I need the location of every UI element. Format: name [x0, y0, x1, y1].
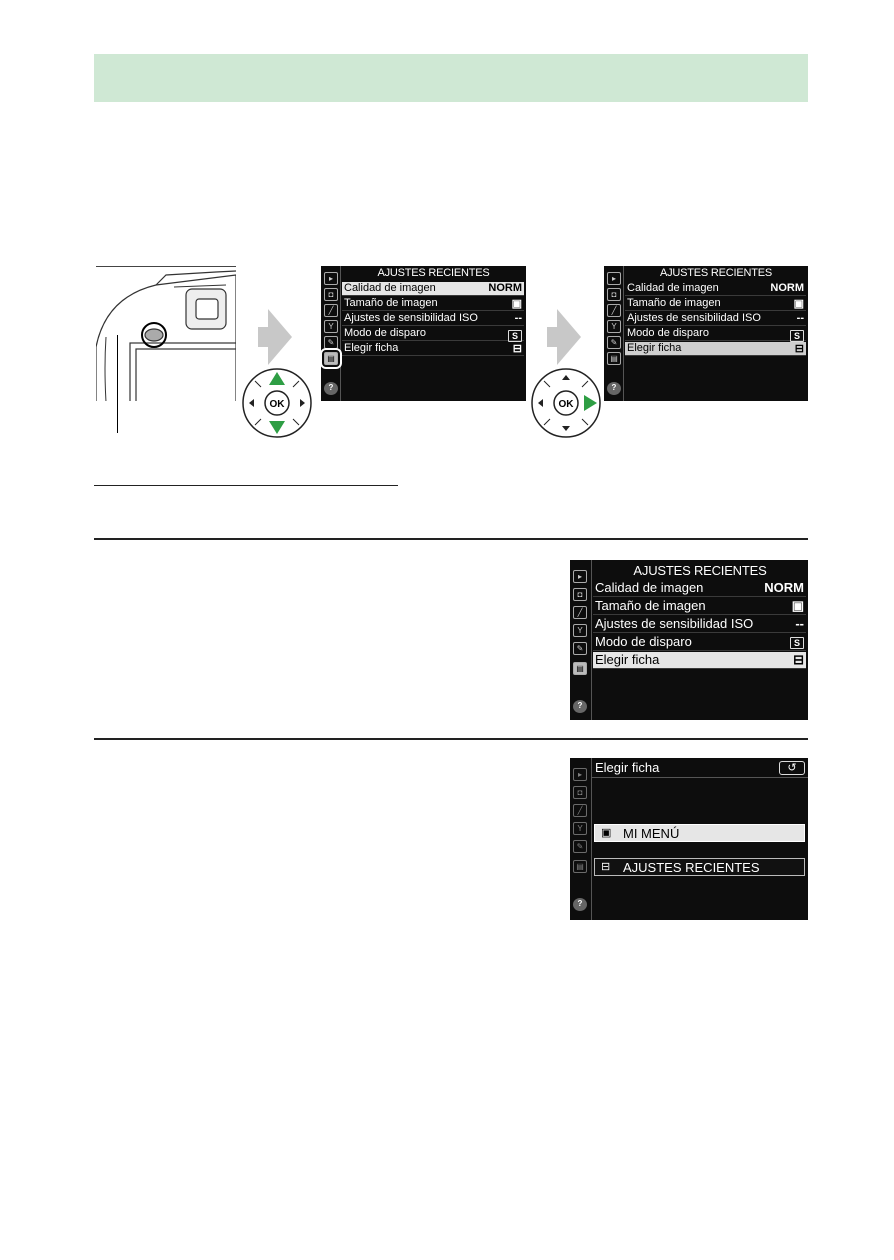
heading-underline: [94, 485, 398, 486]
screen-title: AJUSTES RECIENTES: [659, 267, 773, 279]
shooting-tab-icon: ◘: [607, 288, 621, 301]
next-step-arrow-icon: [547, 309, 581, 365]
setup-tab-icon: Y: [324, 320, 338, 333]
shooting-tab-icon: ◘: [573, 588, 587, 601]
menu-item-image-size[interactable]: Tamaño de imagen ▣: [627, 297, 804, 310]
section-banner: [94, 54, 808, 102]
recent-settings-screen-3: [570, 560, 808, 720]
back-icon[interactable]: ↺: [779, 761, 805, 775]
shooting-tab-icon: ◘: [324, 288, 338, 301]
option-my-menu[interactable]: ▣ MI MENÚ: [594, 824, 805, 842]
retouch-tab-icon: ✎: [573, 642, 587, 655]
menu-item-image-quality[interactable]: Calidad de imagen NORM: [344, 282, 522, 294]
my-menu-icon: ▣: [601, 827, 612, 839]
custom-tab-icon: ╱: [607, 304, 621, 317]
help-icon: ?: [573, 898, 587, 911]
choose-tab-screen: [570, 758, 808, 920]
menu-item-choose-tab[interactable]: Elegir ficha ⊟: [344, 342, 522, 355]
recent-settings-screen-1: [321, 266, 526, 401]
menu-item-release-mode[interactable]: Modo de disparo S: [342, 327, 524, 341]
tab-column: [570, 560, 592, 720]
help-icon: ?: [573, 700, 587, 713]
playback-tab-icon: ▸: [324, 272, 338, 285]
recent-settings-icon: ⊟: [601, 861, 611, 873]
section-divider: [94, 738, 808, 740]
svg-text:OK: OK: [269, 399, 285, 410]
next-step-arrow-icon: [258, 309, 292, 365]
screen-title: AJUSTES RECIENTES: [633, 563, 767, 578]
custom-tab-icon: ╱: [573, 606, 587, 619]
setup-tab-icon: Y: [607, 320, 621, 333]
menu-item-iso-settings[interactable]: Ajustes de sensibilidad ISO --: [344, 312, 522, 324]
retouch-tab-icon: ✎: [324, 336, 338, 349]
screen-title: Elegir ficha: [595, 760, 660, 775]
recent-settings-tab-icon: ▤: [573, 662, 587, 675]
playback-tab-icon: ▸: [573, 768, 587, 781]
tab-column: [321, 266, 341, 401]
screen-title: AJUSTES RECIENTES: [377, 267, 490, 279]
menu-item-choose-tab[interactable]: Elegir ficha ⊟: [627, 342, 804, 355]
menu-item-image-size[interactable]: Tamaño de imagen ▣: [344, 297, 522, 310]
recent-settings-tab-icon: ▤: [573, 860, 587, 873]
setup-tab-icon: Y: [573, 822, 587, 835]
custom-tab-icon: ╱: [573, 804, 587, 817]
playback-tab-icon: ▸: [573, 570, 587, 583]
recent-settings-tab-icon: ▤: [607, 352, 621, 365]
menu-item-image-size[interactable]: Tamaño de imagen ▣: [595, 598, 804, 613]
menu-item-release-mode[interactable]: Modo de disparo S: [625, 327, 806, 341]
setup-tab-icon: Y: [573, 624, 587, 637]
menu-item-choose-tab[interactable]: Elegir ficha ⊟: [595, 652, 804, 667]
menu-item-image-quality[interactable]: Calidad de imagen NORM: [595, 580, 804, 595]
callout-line: [117, 335, 118, 433]
retouch-tab-icon: ✎: [607, 336, 621, 349]
recent-settings-tab-icon: ▤: [324, 352, 338, 365]
section-divider: [94, 538, 808, 540]
shooting-tab-icon: ◘: [573, 786, 587, 799]
title-divider: [592, 777, 808, 778]
menu-item-image-quality[interactable]: Calidad de imagen NORM: [627, 282, 804, 294]
menu-item-release-mode[interactable]: Modo de disparo S: [593, 634, 806, 651]
tab-column: [570, 758, 592, 920]
multi-selector-right-icon: [530, 367, 602, 439]
help-icon: ?: [607, 382, 621, 395]
custom-tab-icon: ╱: [324, 304, 338, 317]
playback-tab-icon: ▸: [607, 272, 621, 285]
retouch-tab-icon: ✎: [573, 840, 587, 853]
menu-item-iso-settings[interactable]: Ajustes de sensibilidad ISO --: [595, 616, 804, 631]
svg-text:OK: OK: [558, 399, 574, 410]
menu-item-iso-settings[interactable]: Ajustes de sensibilidad ISO --: [627, 312, 804, 324]
tab-column: [604, 266, 624, 401]
option-recent-settings[interactable]: ⊟ AJUSTES RECIENTES: [594, 858, 805, 876]
help-icon: ?: [324, 382, 338, 395]
multi-selector-up-down-icon: [241, 367, 313, 439]
recent-settings-screen-2: [604, 266, 808, 401]
